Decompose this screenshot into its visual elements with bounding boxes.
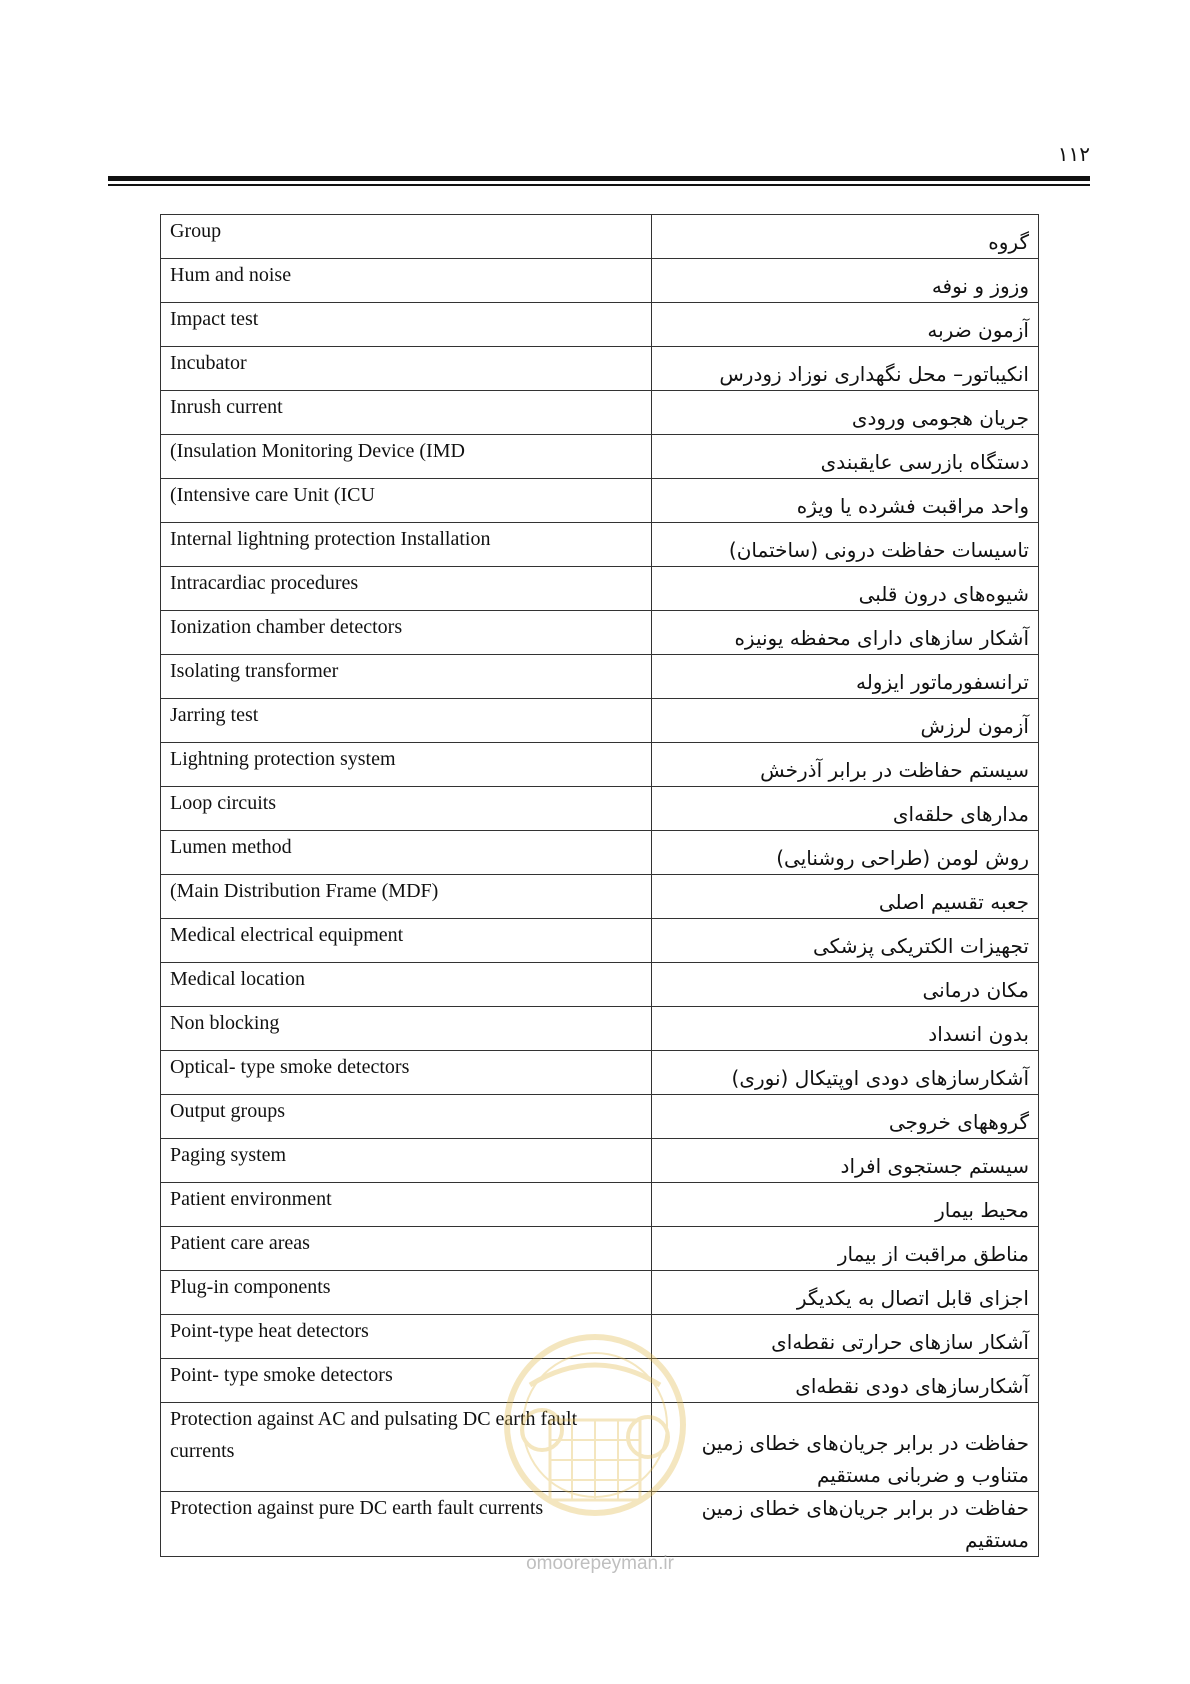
table-row xyxy=(161,215,1039,259)
table-row xyxy=(161,1492,1039,1557)
table-row xyxy=(161,303,1039,347)
table-row xyxy=(161,1139,1039,1183)
persian-term: آزمون لرزش xyxy=(652,699,1039,743)
table-row xyxy=(161,435,1039,479)
english-term: Medical location xyxy=(161,963,652,1007)
persian-term: ترانسفورماتور ایزوله xyxy=(652,655,1039,699)
english-term: (Main Distribution Frame (MDF) xyxy=(161,875,652,919)
persian-term: جعبه تقسیم اصلی xyxy=(652,875,1039,919)
english-term: Intracardiac procedures xyxy=(161,567,652,611)
english-term: (Intensive care Unit (ICU xyxy=(161,479,652,523)
table-row xyxy=(161,1271,1039,1315)
persian-term: تجهیزات الکتریکی پزشکی xyxy=(652,919,1039,963)
table-row xyxy=(161,1359,1039,1403)
table-row xyxy=(161,259,1039,303)
persian-term: آشکارسازهای دودی اوپتیکال (نوری) xyxy=(652,1051,1039,1095)
persian-term: مناطق مراقبت از بیمار xyxy=(652,1227,1039,1271)
persian-term: وزوز و نوفه xyxy=(652,259,1039,303)
english-term: Hum and noise xyxy=(161,259,652,303)
english-term: Internal lightning protection Installation xyxy=(161,523,652,567)
english-term: Protection against AC and pulsating DC earth fault currents xyxy=(161,1403,652,1492)
table-row xyxy=(161,919,1039,963)
persian-term: گروههای خروجی xyxy=(652,1095,1039,1139)
persian-term: آزمون ضربه xyxy=(652,303,1039,347)
glossary-body xyxy=(161,215,1039,1557)
english-term: Inrush current xyxy=(161,391,652,435)
english-term: Output groups xyxy=(161,1095,652,1139)
header-rule-thin xyxy=(108,184,1090,186)
english-term: Lightning protection system xyxy=(161,743,652,787)
table-row xyxy=(161,1227,1039,1271)
table-row xyxy=(161,1051,1039,1095)
header-rule-thick xyxy=(108,176,1090,181)
table-row xyxy=(161,1007,1039,1051)
table-row xyxy=(161,611,1039,655)
persian-term: آشکارسازهای دودی نقطه‌ای xyxy=(652,1359,1039,1403)
persian-term: اجزای قابل اتصال به یکدیگر xyxy=(652,1271,1039,1315)
english-term: Loop circuits xyxy=(161,787,652,831)
table-row xyxy=(161,567,1039,611)
persian-term: حفاظت در برابر جریان‌های خطای زمین مستقیم xyxy=(652,1492,1039,1557)
persian-term: بدون انسداد xyxy=(652,1007,1039,1051)
persian-term: شیوه‌های درون قلبی xyxy=(652,567,1039,611)
persian-term: سیستم جستجوی افراد xyxy=(652,1139,1039,1183)
english-term: Point- type smoke detectors xyxy=(161,1359,652,1403)
english-term: Patient environment xyxy=(161,1183,652,1227)
english-term: Jarring test xyxy=(161,699,652,743)
table-row xyxy=(161,875,1039,919)
persian-term: آشکار سازهای حرارتی نقطه‌ای xyxy=(652,1315,1039,1359)
watermark-url: omoorepeyman.ir xyxy=(526,1553,674,1574)
table-row xyxy=(161,1095,1039,1139)
persian-term: تاسیسات حفاظت درونی (ساختمان) xyxy=(652,523,1039,567)
table-row xyxy=(161,1315,1039,1359)
english-term: Non blocking xyxy=(161,1007,652,1051)
english-term: Ionization chamber detectors xyxy=(161,611,652,655)
english-term: Medical electrical equipment xyxy=(161,919,652,963)
persian-term: انکیباتور– محل نگهداری نوزاد زودرس xyxy=(652,347,1039,391)
table-row xyxy=(161,963,1039,1007)
table-row xyxy=(161,347,1039,391)
persian-term: مدارهای حلقه‌ای xyxy=(652,787,1039,831)
table-row xyxy=(161,699,1039,743)
persian-term: روش لومن (طراحی روشنایی) xyxy=(652,831,1039,875)
persian-term: سیستم حفاظت در برابر آذرخش xyxy=(652,743,1039,787)
english-term: Point-type heat detectors xyxy=(161,1315,652,1359)
english-term: Paging system xyxy=(161,1139,652,1183)
table-row xyxy=(161,391,1039,435)
table-row xyxy=(161,655,1039,699)
table-row xyxy=(161,479,1039,523)
persian-term: مکان درمانی xyxy=(652,963,1039,1007)
english-term: Protection against pure DC earth fault currents xyxy=(161,1492,652,1557)
page-number: ۱۱۲ xyxy=(1057,144,1090,166)
table-row xyxy=(161,1183,1039,1227)
english-term: Isolating transformer xyxy=(161,655,652,699)
table-row xyxy=(161,831,1039,875)
english-term: Patient care areas xyxy=(161,1227,652,1271)
english-term: Plug-in components xyxy=(161,1271,652,1315)
persian-term: واحد مراقبت فشرده یا ویژه xyxy=(652,479,1039,523)
table-row xyxy=(161,743,1039,787)
table-row xyxy=(161,787,1039,831)
persian-term: حفاظت در برابر جریان‌های خطای زمین متناوب و ضربانی مستقیم xyxy=(652,1403,1039,1492)
english-term: (Insulation Monitoring Device (IMD xyxy=(161,435,652,479)
glossary-table xyxy=(160,214,1039,1557)
persian-term: آشکار سازهای دارای محفظه یونیزه xyxy=(652,611,1039,655)
english-term: Optical- type smoke detectors xyxy=(161,1051,652,1095)
english-term: Impact test xyxy=(161,303,652,347)
english-term: Incubator xyxy=(161,347,652,391)
english-term: Lumen method xyxy=(161,831,652,875)
english-term: Group xyxy=(161,215,652,259)
table-row xyxy=(161,523,1039,567)
persian-term: دستگاه بازرسی عایقبندی xyxy=(652,435,1039,479)
table-row xyxy=(161,1403,1039,1492)
persian-term: جریان هجومی ورودی xyxy=(652,391,1039,435)
persian-term: گروه xyxy=(652,215,1039,259)
persian-term: محیط بیمار xyxy=(652,1183,1039,1227)
